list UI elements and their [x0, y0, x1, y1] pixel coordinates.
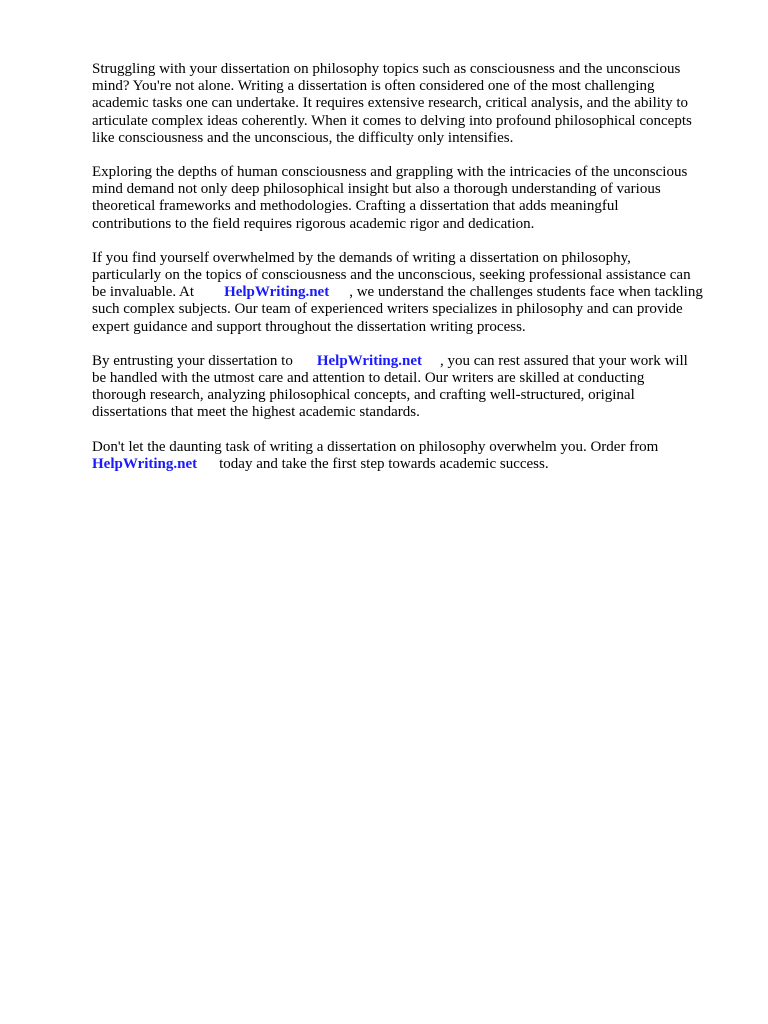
text-line: articulate complex ideas coherently. When it comes to delving into profound philosophical concepts [92, 112, 692, 129]
text-segment: be invaluable. At [92, 284, 195, 301]
text-line: dissertations that meet the highest academic standards. [92, 404, 420, 421]
helpwriting-link[interactable]: HelpWriting.net [224, 284, 330, 301]
text-line: contributions to the field requires rigorous academic rigor and dedication. [92, 215, 535, 232]
text-line: like consciousness and the unconscious, the difficulty only intensifies. [92, 129, 514, 146]
text-line: theoretical frameworks and methodologies. Crafting a dissertation that adds meaningful [92, 198, 619, 215]
text-line-with-link [92, 353, 722, 370]
text-line-with-link [92, 456, 722, 473]
text-line: particularly on the topics of consciousness and the unconscious, seeking professional assistance can [92, 267, 691, 284]
text-line: be handled with the utmost care and attention to detail. Our writers are skilled at conducting [92, 370, 645, 387]
text-line: Exploring the depths of human consciousness and grappling with the intricacies of the unconscious [92, 164, 688, 181]
paragraph-entrusting [92, 353, 722, 422]
text-line: If you find yourself overwhelmed by the demands of writing a dissertation on philosophy, [92, 249, 631, 266]
text-line: academic tasks one can undertake. It requires extensive research, critical analysis, and the ability to [92, 95, 689, 112]
paragraph-intro [92, 61, 722, 147]
helpwriting-link[interactable]: HelpWriting.net [316, 352, 422, 369]
text-segment: By entrusting your dissertation to [92, 352, 293, 369]
text-segment: today and take the first step towards academic success. [219, 455, 549, 472]
text-line: expert guidance and support throughout the dissertation writing process. [92, 318, 526, 335]
text-line: such complex subjects. Our team of experienced writers specializes in philosophy and can provide [92, 301, 683, 318]
document-page [92, 61, 722, 490]
helpwriting-link[interactable]: HelpWriting.net [92, 455, 198, 472]
text-line: mind? You're not alone. Writing a dissertation is often considered one of the most challenging [92, 78, 655, 95]
text-segment: , you can rest assured that your work will [439, 352, 688, 369]
paragraph-call-to-action [92, 439, 722, 473]
text-line-with-link [92, 284, 722, 301]
paragraph-exploring [92, 164, 722, 233]
text-line: Don't let the daunting task of writing a dissertation on philosophy overwhelm you. Order from [92, 438, 659, 455]
text-line: mind demand not only deep philosophical insight but also a thorough understanding of various [92, 181, 661, 198]
text-segment: , we understand the challenges students face when tackling [349, 284, 703, 301]
text-line: thorough research, analyzing philosophical concepts, and crafting well-structured, original [92, 387, 635, 404]
text-line: Struggling with your dissertation on philosophy topics such as consciousness and the unconscious [92, 61, 681, 77]
paragraph-assistance [92, 250, 722, 336]
